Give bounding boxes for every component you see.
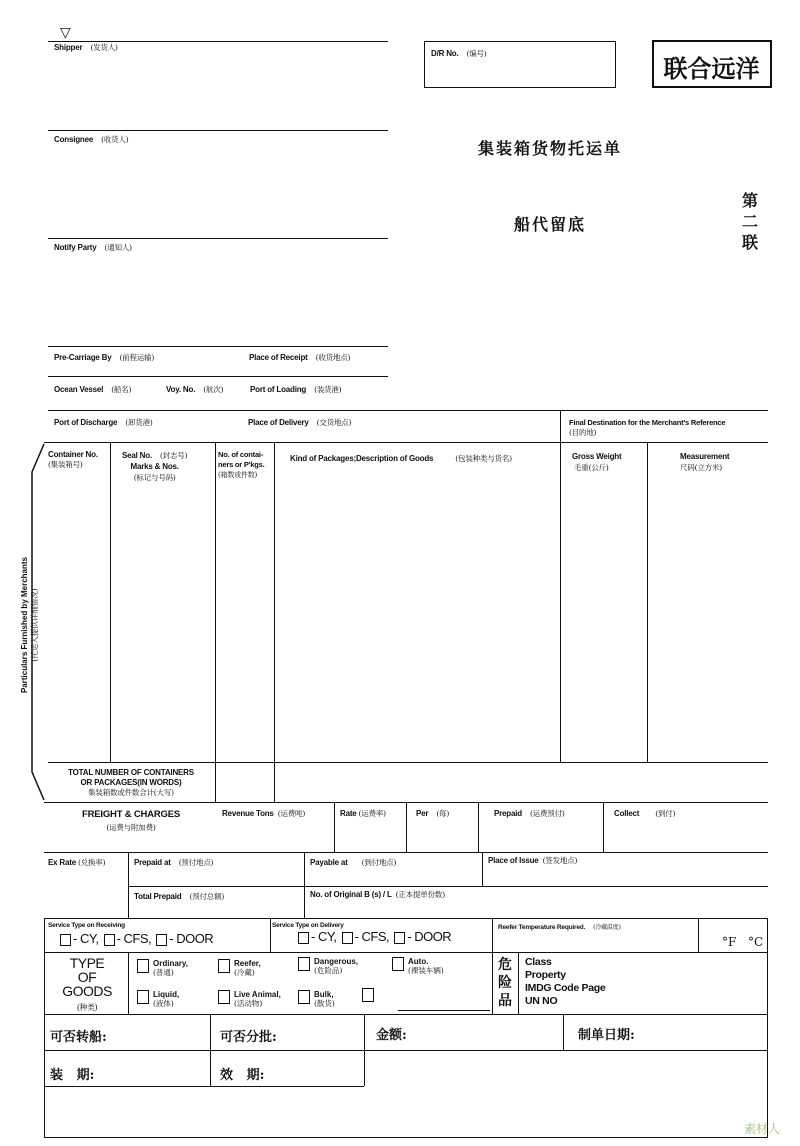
delivery-cy-checkbox[interactable] [298,932,309,944]
liquid-checkbox[interactable] [137,990,149,1004]
other-goods-checkbox[interactable] [362,988,374,1002]
triangle-mark: ▽ [60,24,71,40]
particulars-side-label: Particulars Furnished by Merchants (托运人提供详细情况) [20,556,39,694]
unit-fahrenheit[interactable]: °F [722,935,737,949]
notify-party-label: Notify Party (通知人) [54,243,132,252]
goods-live-animal: Live Animal, (活动物) [234,990,281,1008]
place-receipt-label: Place of Receipt (收货地点) [249,353,351,362]
prepaid-at-label: Prepaid at (预付地点) [134,858,214,867]
per-label: Per (每) [416,809,450,818]
kind-packages-label: Kind of Packages;Description of Goods (包装种类与货名) [290,454,512,463]
payable-at-label: Payable at (到付地点) [310,858,397,867]
ordinary-checkbox[interactable] [137,959,149,973]
goods-ordinary: Ordinary, (普通) [153,959,188,977]
port-discharge-label: Port of Discharge (卸货港) [54,418,153,427]
un-no-label: UN NO [525,995,558,1007]
receiving-cy-checkbox[interactable] [60,934,71,946]
service-receiving-options: - CY, - CFS, - DOOR [60,931,213,946]
goods-liquid: Liquid, (液体) [153,990,179,1008]
service-delivery-options: - CY, - CFS, - DOOR [298,929,451,944]
form-title: 集装箱货物托运单 [478,139,623,158]
live-animal-checkbox[interactable] [218,990,230,1004]
pre-carriage-label: Pre-Carriage By (前程运输) [54,353,155,362]
prepaid-label: Prepaid (运费预付) [494,809,565,818]
watermark: 素材人 [744,1122,781,1136]
final-destination-label: Final Destination for the Merchant's Reference (目的地) [569,418,726,437]
container-no-label: Container No. (集装箱号) [48,450,98,469]
delivery-cfs-checkbox[interactable] [342,932,353,944]
goods-dangerous: Dangerous, (危险品) [314,957,358,975]
auto-checkbox[interactable] [392,957,404,971]
goods-reefer: Reefer, (冷藏) [234,959,261,977]
seal-no-label: Seal No. (封志号) Marks & Nos. (标记与号码) [122,451,188,482]
company-logo-box [652,40,772,88]
freight-charges-label: FREIGHT & CHARGES (运费与附加费) [82,809,180,832]
copy-mark: 第二联 [742,191,759,252]
consignee-label: Consignee (收货人) [54,135,129,144]
no-containers-label: No. of contai- ners or P'kgs. (箱数或件数) [218,450,265,479]
bulk-checkbox[interactable] [298,990,310,1004]
notify-party-field[interactable] [48,254,388,344]
total-prepaid-label: Total Prepaid (预付总额) [134,892,225,901]
revenue-tons-label: Revenue Tons (运费吨) [222,809,306,818]
collect-label: Collect (到付) [614,809,676,818]
total-containers-label: TOTAL NUMBER OF CONTAINERS OR PACKAGES(IN WORDS) 集装箱数或件数合计(大写) [68,768,194,797]
type-of-goods-title: TYPE OF GOODS (种类) [62,955,112,1012]
reefer-checkbox[interactable] [218,959,230,973]
goods-auto: Auto. (裸装车辆) [408,957,444,975]
reefer-temp-label: Reefer Temperature Required. (冷藏温度) [498,924,621,931]
receiving-cfs-checkbox[interactable] [104,934,115,946]
amount-label: 金额: [376,1028,407,1043]
hazard-details [525,956,605,1008]
gross-weight-label: Gross Weight 毛重(公斤) [572,452,622,472]
unit-celsius[interactable]: °C [748,935,764,949]
place-delivery-label: Place of Delivery (交货地点) [248,418,352,427]
shipper-field[interactable] [48,52,388,128]
service-receiving-label: Service Type on Receiving [48,922,125,929]
consignee-field[interactable] [48,146,388,236]
voy-no-label: Voy. No. (航次) [166,385,224,394]
class-label: Class [525,956,552,968]
service-delivery-label: Service Type on Delivery [272,922,344,929]
date-issue-label: 制单日期: [578,1028,635,1043]
port-loading-label: Port of Loading (装货港) [250,385,342,394]
hazard-label: 危险品 [498,957,512,1009]
measurement-label: Measurement 尺码(立方米) [680,452,730,472]
no-original-bl-label: No. of Original B (s) / L (正本提单份数) [310,890,445,899]
ocean-vessel-label: Ocean Vessel (船名) [54,385,132,394]
company-name: 联合远洋 [663,54,760,83]
form-subtitle: 船代留底 [514,215,587,234]
dr-no-box[interactable] [424,41,616,88]
validity-period-label: 效 期: [220,1068,265,1083]
rate-label: Rate (运费率) [340,809,386,818]
delivery-door-checkbox[interactable] [394,932,405,944]
imdg-label: IMDG Code Page [525,982,606,994]
receiving-door-checkbox[interactable] [156,934,167,946]
partial-shipment-label: 可否分批: [220,1030,277,1045]
transship-label: 可否转船: [50,1030,107,1045]
shipper-label: Shipper (发货人) [54,43,118,52]
dr-no-label: D/R No. (编号) [431,49,487,58]
property-label: Property [525,969,566,981]
dangerous-checkbox[interactable] [298,957,310,971]
loading-period-label: 装 期: [50,1068,95,1083]
place-issue-label: Place of Issue (签发地点) [488,856,578,865]
goods-bulk: Bulk, (散货) [314,990,335,1008]
ex-rate-label: Ex Rate (兑换率) [48,858,106,867]
goods-entry-area[interactable] [48,490,766,760]
